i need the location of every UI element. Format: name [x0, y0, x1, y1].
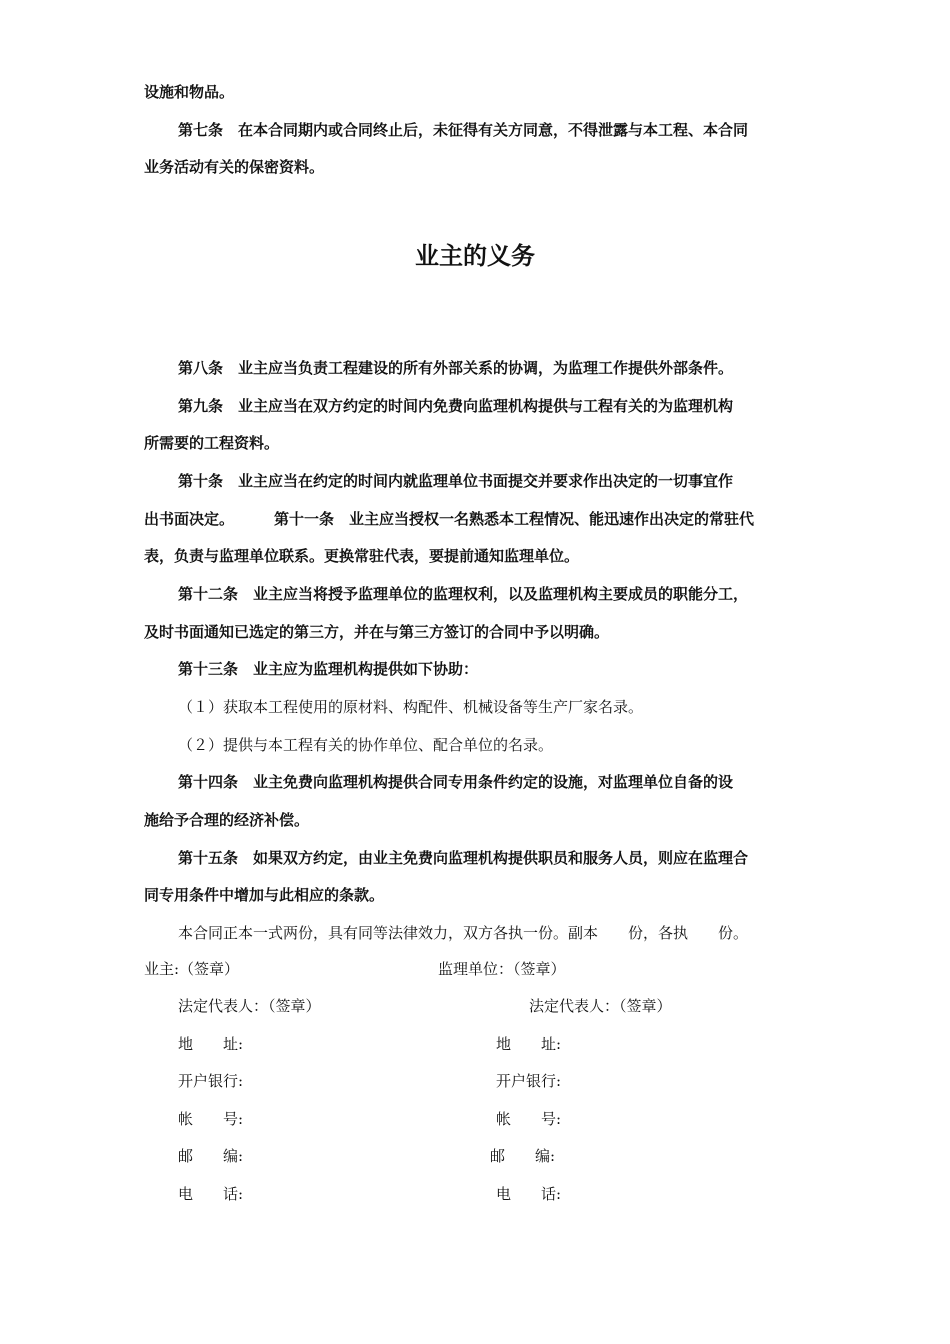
bank-left: 开户银行: — [178, 1072, 244, 1090]
article-10-line-1: 第十条 业主应当在约定的时间内就监理单位书面提交并要求作出决定的一切事宜作 — [178, 472, 734, 490]
supervisor-signature: 监理单位：（签章） — [438, 960, 566, 978]
article-14-line-2: 施给予合理的经济补偿。 — [144, 811, 310, 829]
account-right: 帐 号: — [496, 1110, 562, 1128]
article-12-line-2: 及时书面通知已选定的第三方，并在与第三方签订的合同中予以明确。 — [144, 623, 610, 641]
address-right: 地 址: — [496, 1035, 562, 1053]
article-7-line-1: 第七条 在本合同期内或合同终止后，未征得有关方同意，不得泄露与本工程、本合同 — [178, 121, 749, 139]
text-line: 设施和物品。 — [144, 83, 235, 101]
legal-rep-right: 法定代表人：（签章） — [529, 997, 672, 1015]
article-8: 第八条 业主应当负责工程建设的所有外部关系的协调，为监理工作提供外部条件。 — [178, 359, 734, 377]
article-13: 第十三条 业主应为监理机构提供如下协助： — [178, 660, 479, 678]
article-9-line-1: 第九条 业主应当在双方约定的时间内免费向监理机构提供与工程有关的为监理机构 — [178, 397, 734, 415]
list-item-1: （１）获取本工程使用的原材料、构配件、机械设备等生产厂家名录。 — [178, 698, 644, 716]
article-11-line-2: 表，负责与监理单位联系。更换常驻代表，要提前通知监理单位。 — [144, 547, 580, 565]
article-7-line-2: 业务活动有关的保密资料。 — [144, 158, 325, 176]
address-left: 地 址: — [178, 1035, 244, 1053]
copies-clause: 本合同正本一式两份，具有同等法律效力，双方各执一份。副本 份，各执 份。 — [178, 924, 749, 942]
article-15-line-2: 同专用条件中增加与此相应的条款。 — [144, 886, 385, 904]
legal-rep-left: 法定代表人：（签章） — [178, 997, 321, 1015]
postcode-right: 邮 编: — [490, 1147, 556, 1165]
bank-right: 开户银行: — [496, 1072, 562, 1090]
article-10-end: 出书面决定。 — [144, 510, 235, 528]
owner-signature: 业主:（签章） — [144, 960, 240, 978]
article-11-line-1: 第十一条 业主应当授权一名熟悉本工程情况、能迅速作出决定的常驻代 — [274, 510, 755, 528]
article-9-line-2: 所需要的工程资料。 — [144, 434, 280, 452]
article-15-line-1: 第十五条 如果双方约定，由业主免费向监理机构提供职员和服务人员，则应在监理合 — [178, 849, 749, 867]
account-left: 帐 号: — [178, 1110, 244, 1128]
phone-right: 电 话: — [496, 1185, 562, 1203]
postcode-left: 邮 编: — [178, 1147, 244, 1165]
article-12-line-1: 第十二条 业主应当将授予监理单位的监理权利，以及监理机构主要成员的职能分工， — [178, 585, 749, 603]
list-item-2: （２）提供与本工程有关的协作单位、配合单位的名录。 — [178, 736, 554, 754]
section-title: 业主的义务 — [415, 241, 535, 270]
phone-left: 电 话: — [178, 1185, 244, 1203]
article-10-line-2 — [144, 509, 754, 529]
article-14-line-1: 第十四条 业主免费向监理机构提供合同专用条件约定的设施，对监理单位自备的设 — [178, 773, 734, 791]
